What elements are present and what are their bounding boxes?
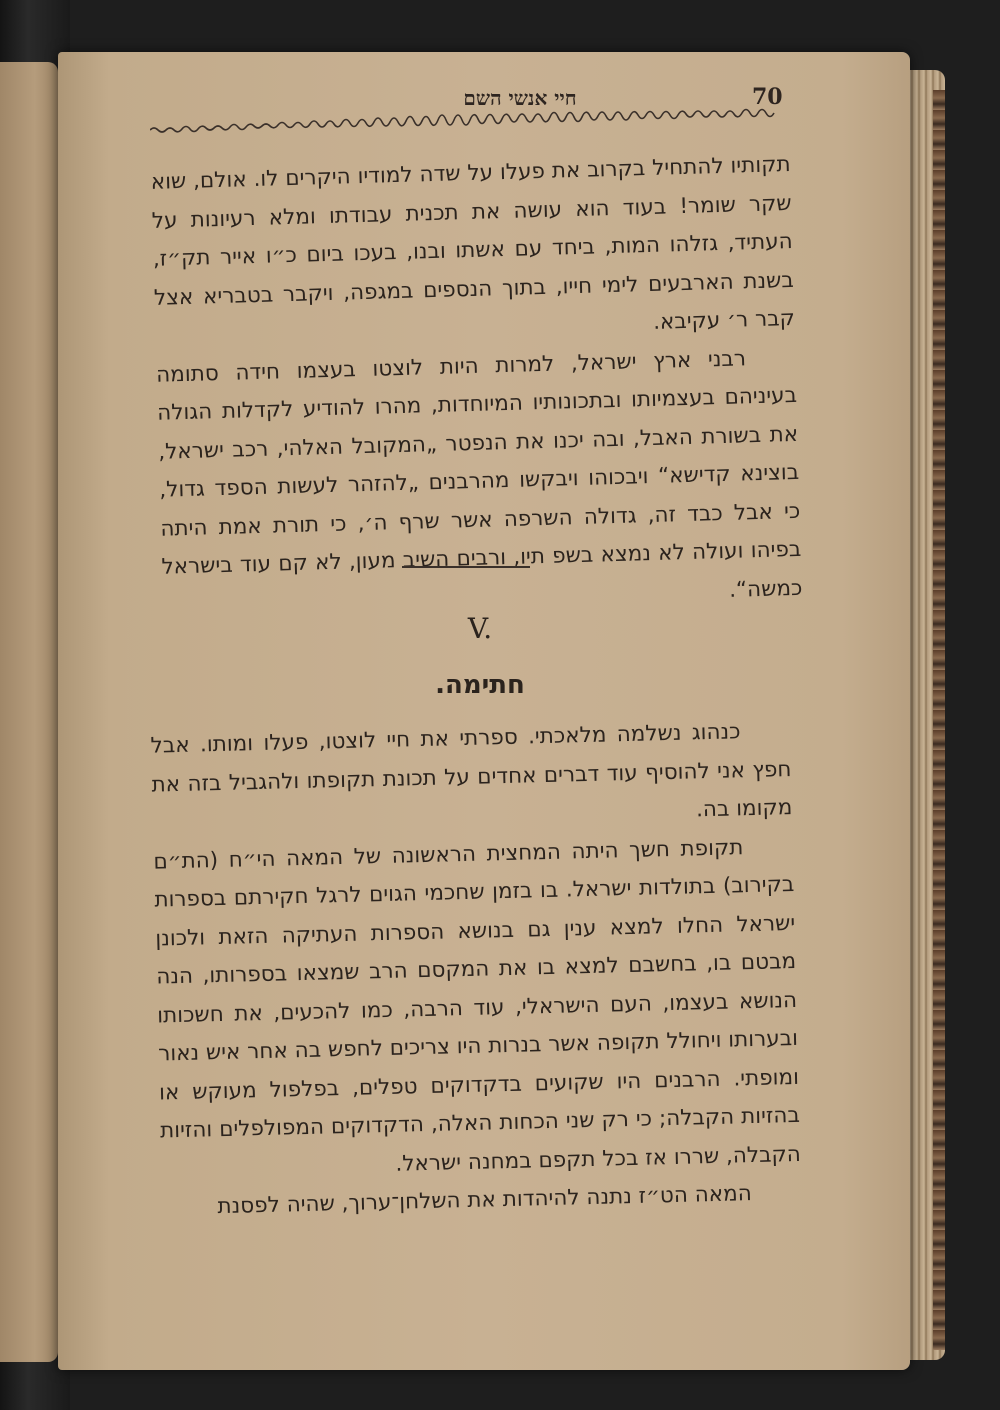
paragraph: תקופת חשך היתה המחצית הראשונה של המאה הי״ח (הת״ם בקירוב) בתולדות ישראל. בו בזמן שחכמי הגוים לרגל חקירתם בספרות ישראל החלו למצא ענין גם בנושא הספרות העתיקה הזאת ולכונן מבטם בו, בחשבם למצא בו את המקסם הרב שמצאו בספרותו, הנה הנושא בעצמו, העם הישראלי, עוד הרבה, כמו להכעים, את חשכותו ובערותו ויחולל תקופה אשר בנרות היו צריכים לחפש בה אחר איש נאור ומופתי. הרבנים היו שקועים בדקדוקים טפלים, בפלפול מעוקש או בהזיות הקבלה; כי רק שני הכחות האלה, הדקדוקים המפולפלים והזיות הקבלה, שררו אז בכל תקפם במחנה ישראל.: [153, 834, 802, 1177]
paragraph: רבני ארץ ישראל, למרות היות לוצטו בעצמו חידה סתומה בעיניהם בעצמיותו ובתכונותיו המיוחדות, מהרו להודיע לקדלות הגולה את בשורת האבל, ובה יכנו את הנפטר „המקובל האלהי, רכב ישראל, בוצינא קדישא“ ויבכוהו ויבקשו מהרבנים „להזהר לעשות הספד גדול, כי אבל כבד זה, גדולה השרפה אשר שרף ה׳, כי תורת אמת היתה בפיהו ועולה לא נמצא בשפ תיו, ורבים השיב מעון, לא קם עוד בישראל כמשה“.: [155, 345, 803, 603]
binding-edge: [933, 90, 945, 1350]
paragraph: תקותיו להתחיל בקרוב את פעלו על שדה למודיו היקרים לו. אולם, שוא שקר שומר! בעוד הוא עושה את תכנית עבודתו ומלא רעיונות על העתיד, גזלהו המות, ביחד עם אשתו ובנו, בעכו ביום כ״ו אייר תק״ז, בשנת הארבעים לימי חייו, בתוך הנספים במגפה, ויקבר בטבריא אצל קבר ר׳ עקיבא.: [150, 151, 796, 335]
text-block-top: [150, 146, 803, 626]
previous-page-edge: [0, 62, 58, 1362]
wavy-rule: [150, 108, 780, 136]
paragraph: כנהוג נשלמה מלאכתי. ספרתי את חיי לוצטו, פעלו ומותו. אבל חפץ אני להוסיף עוד דברים אחדים על תכונת תקופתו ולהגביל בזה את מקומו בה.: [150, 719, 793, 823]
page-number: 70: [752, 84, 783, 110]
text-block-bottom: [150, 712, 802, 1228]
paragraph: המאה הט״ז נתנה להיהדות את השלחן־ערוך, שהיה לפסנת: [217, 1181, 753, 1220]
section-divider: [402, 566, 530, 568]
section-number: V.: [467, 612, 493, 645]
running-title: חיי אנשי השם: [463, 86, 577, 110]
section-title: חתימה.: [435, 670, 525, 700]
